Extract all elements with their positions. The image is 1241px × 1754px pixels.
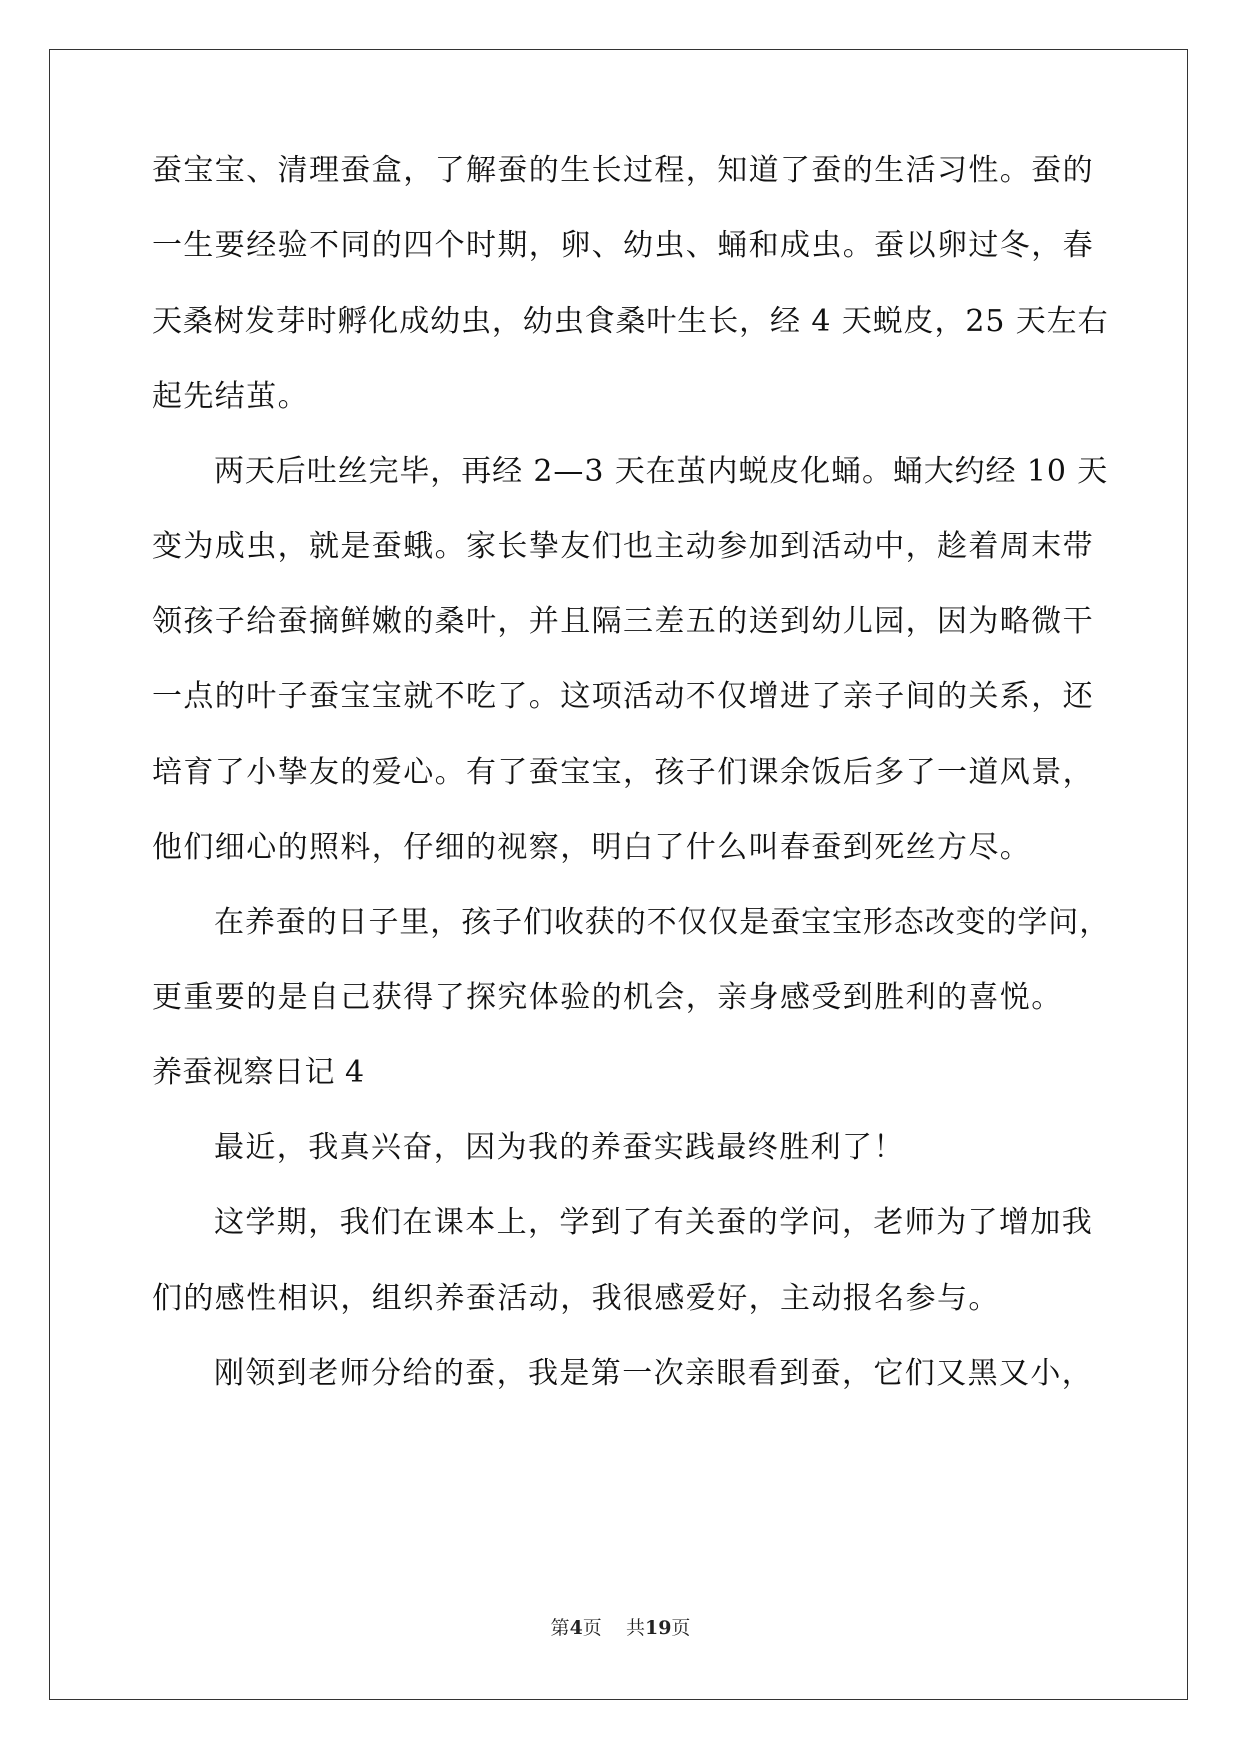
text-line: 培育了小挚友的爱心。有了蚕宝宝，孩子们课余饭后多了一道风景， xyxy=(152,755,1094,790)
text-line: 他们细心的照料，仔细的视察，明白了什么叫春蚕到死丝方尽。 xyxy=(152,830,1032,865)
text-line: 天桑树发芽时孵化成幼虫，幼虫食桑叶生长，经 4 天蜕皮，25 天左右 xyxy=(152,304,1109,339)
section-heading: 养蚕视察日记 4 xyxy=(152,1055,365,1090)
text-line: 们的感性相识，组织养蚕活动，我很感爱好，主动报名参与。 xyxy=(152,1281,1000,1316)
text-line: 两天后吐丝完毕，再经 2—3 天在茧内蜕皮化蛹。蛹大约经 10 天 xyxy=(214,454,1109,489)
footer-prefix: 第 xyxy=(550,1617,570,1639)
text-line: 更重要的是自己获得了探究体验的机会，亲身感受到胜利的喜悦。 xyxy=(152,980,1063,1015)
text-line: 这学期，我们在课本上，学到了有关蚕的学问，老师为了增加我 xyxy=(214,1205,1094,1240)
text-line: 蚕宝宝、清理蚕盒，了解蚕的生长过程，知道了蚕的生活习性。蚕的 xyxy=(152,153,1094,188)
text-line: 刚领到老师分给的蚕，我是第一次亲眼看到蚕，它们又黑又小， xyxy=(214,1356,1094,1391)
text-line: 起先结茧。 xyxy=(152,379,309,414)
footer-middle: 页 共 xyxy=(582,1617,645,1639)
page-border xyxy=(49,49,1188,1700)
text-line: 领孩子给蚕摘鲜嫩的桑叶，并且隔三差五的送到幼儿园，因为略微干 xyxy=(152,604,1094,639)
text-line: 最近，我真兴奋，因为我的养蚕实践最终胜利了！ xyxy=(214,1130,905,1165)
text-line: 变为成虫，就是蚕蛾。家长挚友们也主动参加到活动中，趁着周末带 xyxy=(152,529,1094,564)
page-footer xyxy=(0,1616,1241,1640)
footer-suffix: 页 xyxy=(671,1617,691,1639)
text-line: 一生要经验不同的四个时期，卵、幼虫、蛹和成虫。蚕以卵过冬，春 xyxy=(152,228,1094,263)
text-line: 一点的叶子蚕宝宝就不吃了。这项活动不仅增进了亲子间的关系，还 xyxy=(152,679,1094,714)
text-line: 在养蚕的日子里，孩子们收获的不仅仅是蚕宝宝形态改变的学问， xyxy=(214,905,1111,940)
total-pages-number: 19 xyxy=(644,1617,672,1639)
current-page-number: 4 xyxy=(569,1617,583,1639)
